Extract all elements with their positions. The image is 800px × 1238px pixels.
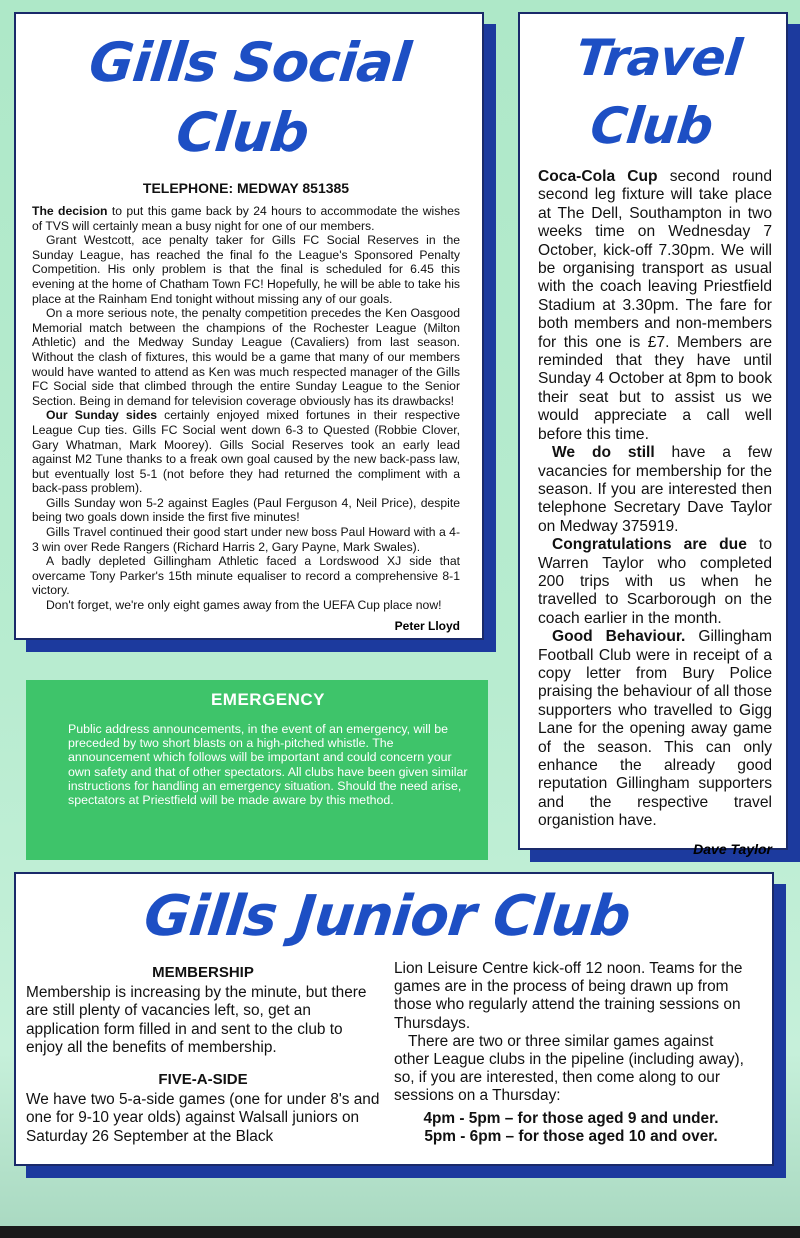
- junior-club-title: Gills Junior Club: [141, 884, 633, 949]
- travel-club-paragraph: [538, 536, 772, 628]
- paragraph-text: to put this game back by 24 hours to accommodate the wishes of TVS will certainly mean a busy night for one of our members.: [32, 204, 460, 233]
- social-club-paragraph: [32, 204, 460, 233]
- paragraph-lead: Coca-Cola Cup: [538, 168, 658, 185]
- junior-club-paragraph: There are two or three similar games against other League clubs in the pipeline (including away), so, if you are interested, then come along to our sessions on a Thursday:: [394, 1032, 744, 1105]
- paragraph-text: have a few vacancies for membership for the season. If you are interested then telephone Secretary Dave Taylor on Medway 375919.: [538, 444, 772, 535]
- social-club-telephone: TELEPHONE: MEDWAY 851385: [142, 180, 350, 196]
- paragraph-text: certainly enjoyed mixed fortunes in their respective League Cup ties. Gills FC Social went down 6-3 to Quested (Robbie Clover, Gary Whatman, Mark Moorey). Gills Social Reserves took an early lead against M2 Tune thanks to a freak own goal caused by the new back-pass law, but eventually lost 5-1 (not before they had returned the compliment with a back-pass problem).: [32, 408, 460, 496]
- social-club-paragraph: Gills Sunday won 5-2 against Eagles (Paul Ferguson 4, Neil Price), despite being two goals down inside the first five minutes!: [32, 495, 460, 525]
- junior-club-right-column: [394, 960, 748, 1146]
- session-time: 4pm - 5pm – for those aged 9 and under.: [423, 1109, 719, 1127]
- travel-club-signature: Dave Taylor: [693, 840, 772, 857]
- page-bottom-edge: [0, 1226, 800, 1238]
- membership-heading: MEMBERSHIP: [152, 964, 254, 981]
- paragraph-text: second round second leg fixture will take place at The Dell, Southampton in two weeks time on Wednesday 7 October, kick-off 7.30pm. We will be organising transport as usual with the coach leaving Priestfield Stadium at 3.30pm. The fare for both members and non-members for this one is £7. Members are reminded that they have until Sunday 4 October at 8pm to book their seat but to assist us we would appreciate a call well before this time.: [538, 168, 772, 443]
- social-club-panel: [14, 12, 484, 640]
- travel-club-paragraph: [538, 628, 772, 830]
- paragraph-lead: We do still: [552, 444, 655, 462]
- social-club-paragraph: Don't forget, we're only eight games away from the UEFA Cup place now!: [46, 598, 442, 613]
- social-club-signature: Peter Lloyd: [394, 618, 460, 633]
- paragraph-lead: Congratulations are due: [552, 536, 747, 554]
- junior-club-panel: [14, 872, 774, 1166]
- social-club-body: [32, 204, 460, 613]
- paragraph-lead: The decision: [32, 204, 108, 218]
- paragraph-lead: Our Sunday sides: [46, 408, 158, 423]
- travel-club-panel: [518, 12, 788, 857]
- session-times: [394, 1110, 748, 1146]
- social-club-paragraph: Grant Westcott, ace penalty taker for Gills FC Social Reserves in the Sunday League, has reached the final fo the League's Sponsored Penalty Competition. His only problem is that the final is scheduled for 6.45 this evening at the home of Chatham Town FC! Hopefully, he will be able to take his place at the Rainham End tonight without missing any of our goals.: [32, 233, 460, 306]
- travel-club-body: [538, 168, 772, 831]
- membership-text: Membership is increasing by the minute, but there are still plenty of vacancies left, so, get an application form filled in and sent to the club to enjoy all the benefits of membership.: [26, 984, 367, 1056]
- junior-club-left-column: [26, 960, 380, 1146]
- social-club-paragraph: On a more serious note, the penalty competition precedes the Ken Oasgood Memorial match between the champions of the Rochester League (Milton Athletic) and the Medway Sunday League (Cavaliers) from last season. Without the clash of fixtures, this would be a game that many of our members would have wanted to attend as Ken was much respected manager of the Gills FC Social side that climbed through the entire Sunday League to the Senior Section. Being in demand for television coverage obviously has its drawbacks!: [32, 306, 460, 408]
- emergency-text: Public address announcements, in the event of an emergency, will be preceded by two short blasts on a high-pitched whistle. The announcement which follows will be important and could concern your own safety and that of other spectators. All clubs have been given similar instructions for handling an emergency situation. Should the need arise, spectators at Priestfield will be made aware by this method.: [68, 722, 468, 808]
- social-club-paragraph: Gills Travel continued their good start under new boss Paul Howard with a 4-3 win over Rede Rangers (Richard Harris 2, Gary Payne, Mark Swales).: [32, 525, 460, 554]
- social-club-paragraph: A badly depleted Gillingham Athletic faced a Lordswood XJ side that overcame Tony Parker's 15th minute equaliser to record a comprehensive 8-1 victory.: [32, 554, 460, 598]
- fiveaside-heading: FIVE-A-SIDE: [158, 1071, 248, 1089]
- paragraph-lead: Good Behaviour.: [552, 628, 686, 646]
- emergency-title: EMERGENCY: [210, 690, 326, 709]
- junior-club-columns: [26, 960, 748, 1146]
- emergency-notice: [26, 680, 488, 860]
- paragraph-text: Gillingham Football Club were in receipt of a copy letter from Bury Police praising the behaviour of all those supporters who travelled to Gigg Lane for the opening away game of the season. This can only enhance the already good reputation Gillingham supporters and the respective travel organistion have.: [538, 628, 773, 830]
- session-time: 5pm - 6pm – for those aged 10 and over.: [424, 1127, 718, 1145]
- travel-club-paragraph: [538, 168, 772, 444]
- social-club-title: Gills Social Club: [86, 31, 414, 164]
- travel-club-paragraph: [538, 444, 772, 536]
- social-club-paragraph: [32, 408, 460, 496]
- fiveaside-text: We have two 5-a-side games (one for under 8's and one for 9-10 year olds) against Walsall juniors on Saturday 26 September at the Black: [26, 1091, 380, 1145]
- junior-club-paragraph: Lion Leisure Centre kick-off 12 noon. Teams for the games are in the process of being drawn up from those who regularly attend the training sessions on Thursdays.: [394, 960, 743, 1032]
- paragraph-text: to Warren Taylor who completed 200 trips with us when he travelled to Scarborough on the coach earlier in the month.: [538, 536, 772, 627]
- travel-club-title: Travel Club: [573, 29, 744, 155]
